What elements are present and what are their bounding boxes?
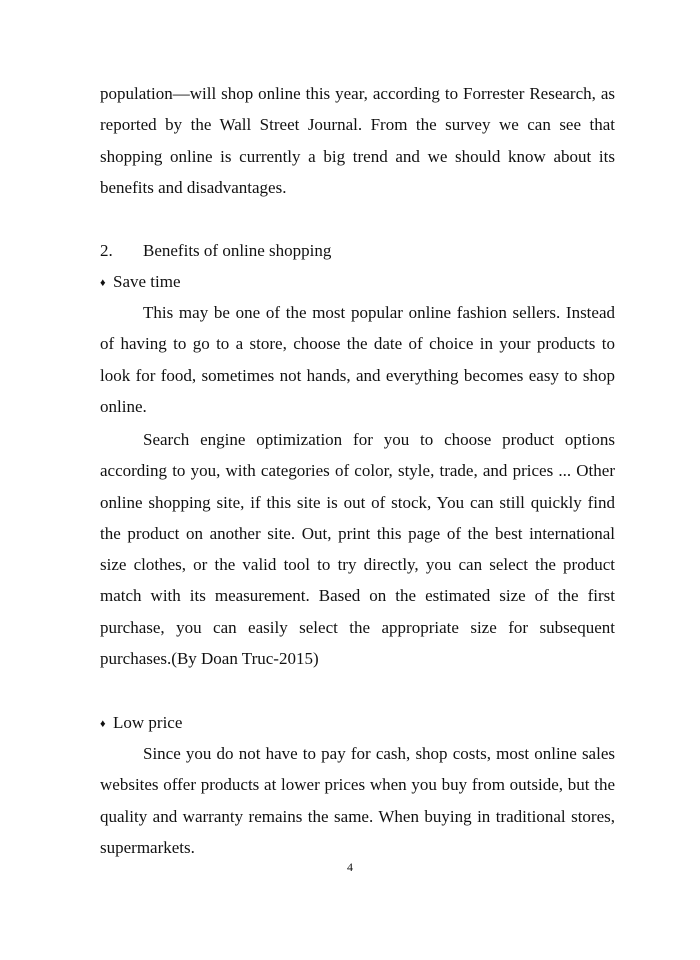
bullet-low-price xyxy=(100,707,182,740)
low-price-paragraph-1: Since you do not have to pay for cash, shop costs, most online sales websites offer products at lower prices when you buy from outside, but the quality and warranty remains the same. When buying in traditional stores, supermarkets. xyxy=(100,744,615,857)
diamond-bullet-icon: ♦ xyxy=(100,277,106,289)
page-number: 4 xyxy=(347,860,353,874)
bullet-save-time-label: Save time xyxy=(113,272,181,291)
intro-paragraph: population—will shop online this year, according to Forrester Research, as reported by the Wall Street Journal. From the survey we can see that shopping online is currently a big trend and we should know about its benefits and disadvantages. xyxy=(100,84,615,197)
section-title: Benefits of online shopping xyxy=(143,241,332,260)
bullet-save-time xyxy=(100,266,181,299)
save-time-paragraph-1: This may be one of the most popular online fashion sellers. Instead of having to go to a store, choose the date of choice in your products to look for food, sometimes not hands, and everything becomes easy to shop online. xyxy=(100,303,615,416)
section-heading xyxy=(100,235,331,266)
bullet-low-price-label: Low price xyxy=(113,713,183,732)
section-number: 2. xyxy=(100,241,113,260)
save-time-paragraph-2: Search engine optimization for you to choose product options according to you, with categories of color, style, trade, and prices ... Other online shopping site, if this site is out of stock, You can still quickly find the product on another site. Out, print this page of the best international size clothes, or the valid tool to try directly, you can select the product match with its measurement. Based on the estimated size of the first purchase, you can easily select the appropriate size for subsequent purchases.(By Doan Truc-2015) xyxy=(100,430,615,669)
diamond-bullet-icon: ♦ xyxy=(100,718,106,730)
